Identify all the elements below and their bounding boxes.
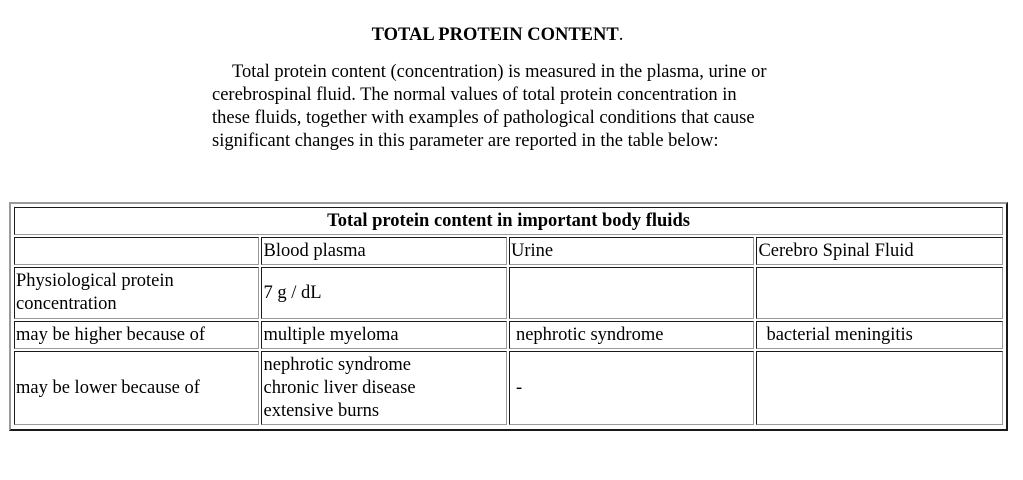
protein-table [12, 205, 1005, 427]
row-label-line-1: Physiological protein [16, 271, 174, 291]
protein-table-frame [9, 202, 1008, 431]
lower-cause-1: nephrotic syndrome [263, 354, 411, 375]
cell-csf-value [756, 267, 1003, 319]
intro-line-1: Total protein content (concentration) is measured in the plasma, urine or [232, 62, 767, 82]
row-label-lower: may be lower because of [14, 351, 259, 425]
header-cell-blood-plasma: Blood plasma [261, 237, 506, 265]
cell-csf-lower [756, 351, 1003, 425]
intro-line-3: these fluids, together with examples of pathological conditions that cause [212, 108, 755, 128]
row-label-higher: may be higher because of [14, 321, 259, 349]
table-caption: Total protein content in important body fluids [14, 207, 1003, 235]
table-header-row [14, 237, 1003, 265]
cell-blood-plasma-lower [261, 351, 506, 425]
lower-cause-2: chronic liver disease [263, 377, 416, 398]
title-period: . [618, 25, 624, 45]
lower-cause-3: extensive burns [263, 400, 380, 421]
row-label-physiological [14, 267, 259, 319]
cell-urine-lower: - [509, 351, 754, 425]
intro-line-2: cerebrospinal fluid. The normal values of total protein concentration in [212, 85, 737, 105]
cell-blood-plasma-higher: multiple myeloma [261, 321, 506, 349]
cell-urine-higher: nephrotic syndrome [509, 321, 754, 349]
cell-urine-value [509, 267, 754, 319]
header-cell-urine: Urine [509, 237, 754, 265]
title-text: TOTAL PROTEIN CONTENT [371, 25, 619, 45]
cell-csf-higher: bacterial meningitis [756, 321, 1003, 349]
table-row [14, 321, 1003, 349]
table-row [14, 351, 1003, 425]
header-cell-empty [14, 237, 259, 265]
page-title [0, 22, 995, 48]
table-row [14, 267, 1003, 319]
cell-blood-plasma-value: 7 g / dL [261, 267, 506, 319]
intro-line-4: significant changes in this parameter are reported in the table below: [212, 131, 719, 151]
intro-paragraph [212, 61, 852, 153]
header-cell-csf: Cerebro Spinal Fluid [756, 237, 1003, 265]
row-label-line-2: concentration [16, 294, 117, 314]
